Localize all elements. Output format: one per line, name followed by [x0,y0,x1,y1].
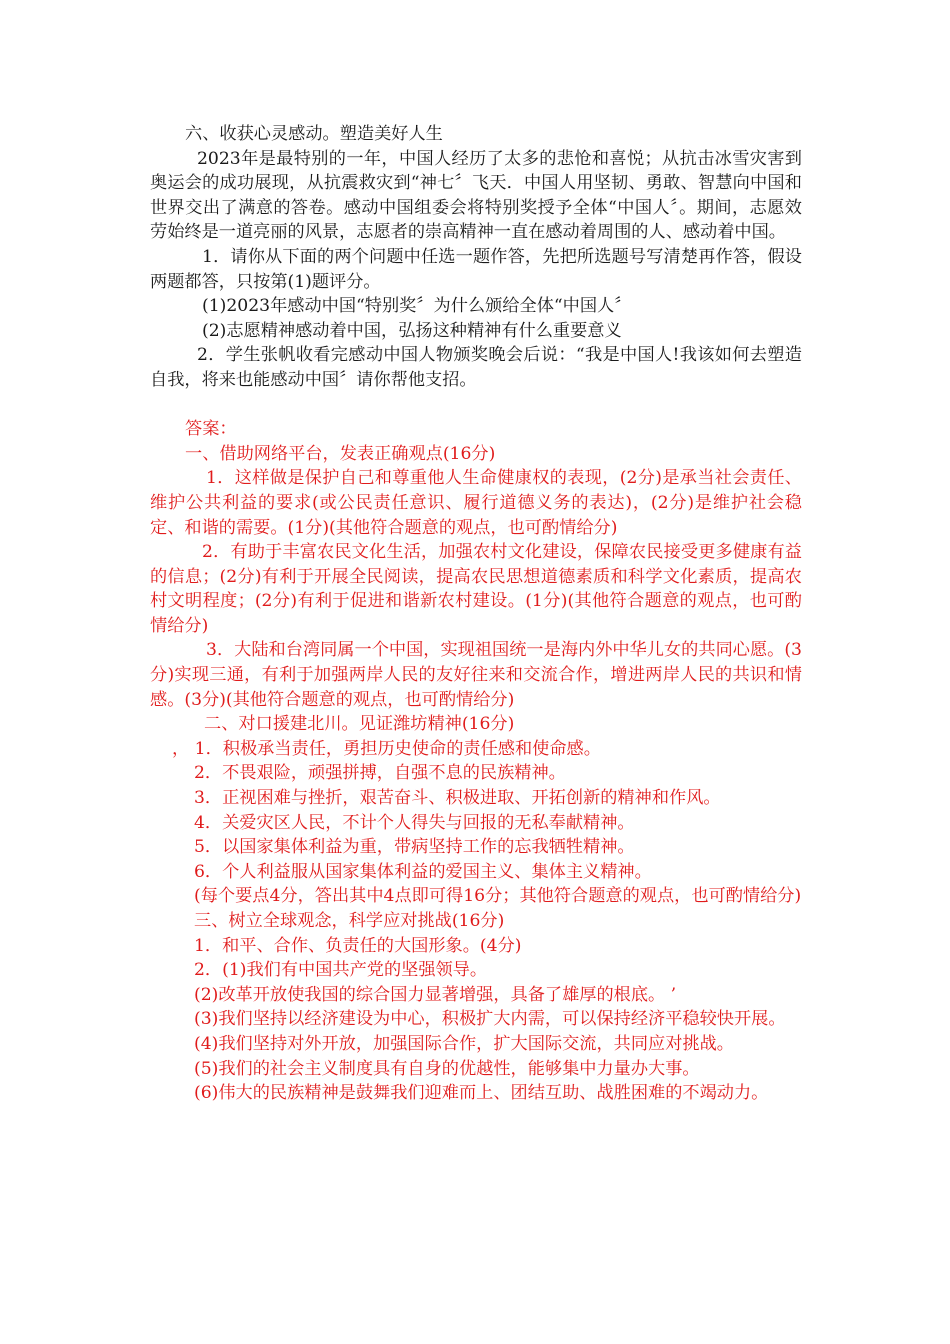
section-3-item: 1．和平、合作、负责任的大国形象。(4分) [194,935,522,956]
section-2-item: 2．不畏艰险，顽强拼搏，自强不息的民族精神。 [194,763,566,784]
question-intro: 2023年是最特别的一年，中国人经历了太多的悲怆和喜悦；从抗击冰雪灾害到奥运会的成功展现，从抗震救灾到“神七〞飞天．中国人用坚韧、勇敢、智慧向中国和世界交出了满意的答卷。感动中国组委会将特别奖授予全体“中国人〞。期间，志愿效劳始终是一道亮丽的风景，志愿者的崇高精神一直在感动着周围的人、感动着中国。 [150,148,802,243]
section-3-item: (2)改革开放使我国的综合国力显著增强，具备了雄厚的根底。 ’ [194,984,677,1005]
section-3-item: 2．(1)我们有中国共产党的坚强领导。 [194,960,488,981]
section-1-item: 3．大陆和台湾同属一个中国，实现祖国统一是海内外中华儿女的共同心愿。(3分)实现三通，有利于加强两岸人民的友好往来和交流合作，增进两岸人民的共识和情感。(3分)(其他符合题意的观点，也可酌情给分) [150,640,802,710]
section-2-note: (每个要点4分，答出其中4点即可得16分；其他符合题意的观点，也可酌情给分) [194,886,802,907]
section-3-item: (5)我们的社会主义制度具有自身的优越性，能够集中力量办大事。 [194,1058,700,1079]
section-3-item: (3)我们坚持以经济建设为中心，积极扩大内需，可以保持经济平稳较快开展。 [194,1009,786,1030]
section-2-item: 5．以国家集体利益为重，带病坚持工作的忘我牺牲精神。 [194,837,635,858]
section-3-heading: 三、树立全球观念，科学应对挑战(16分) [194,911,505,931]
answers-label: 答案： [185,419,237,440]
section-1-item: 1．这样做是保护自己和尊重他人生命健康权的表现，(2分)是承当社会责任、维护公共利益的要求(或公民责任意识、履行道德义务的表达)，(2分)是维护社会稳定、和谐的需要。(1分)(其他符合题意的观点，也可酌情给分) [150,468,802,538]
spacer [150,393,802,418]
section-2-item: ， 1．积极承当责任，勇担历史使命的责任感和使命感。 [172,738,601,759]
question-1-option-b: (2)志愿精神感动着中国，弘扬这种精神有什么重要意义 [202,320,622,341]
section-2-item: 3．正视困难与挫折，艰苦奋斗、积极进取、开拓创新的精神和作风。 [194,788,721,809]
question-1: 1．请你从下面的两个问题中任选一题作答，先把所选题号写清楚再作答，假设两题都答，只按第(1)题评分。 [150,246,802,292]
question-1-option-a: (1)2023年感动中国“特别奖〞为什么颁给全体“中国人〞 [202,296,632,317]
section-2-heading: 二、对口援建北川。见证潍坊精神(16分) [204,714,515,735]
question-heading: 六、收获心灵感动。塑造美好人生 [185,124,443,144]
section-1-heading: 一、借助网络平台，发表正确观点(16分) [185,443,496,464]
section-2-item: 6．个人利益服从国家集体利益的爱国主义、集体主义精神。 [194,861,652,882]
section-3-item: (6)伟大的民族精神是鼓舞我们迎难而上、团结互助、战胜困难的不竭动力。 [194,1083,769,1104]
document-page [150,122,802,1106]
section-3-item: (4)我们坚持对外开放，加强国际合作，扩大国际交流，共同应对挑战。 [194,1033,734,1054]
section-2-item: 4．关爱灾区人民，不计个人得失与回报的无私奉献精神。 [194,812,635,833]
section-1-item: 2．有助于丰富农民文化生活，加强农村文化建设，保障农民接受更多健康有益的信息；(2分)有利于开展全民阅读，提高农民思想道德素质和科学文化素质，提高农村文明程度；(2分)有利于促进和谐新农村建设。(1分)(其他符合题意的观点，也可酌情给分) [150,542,802,636]
question-2: 2．学生张帆收看完感动中国人物颁奖晚会后说：“我是中国人!我该如何去塑造自我，将来也能感动中国〞请你帮他支招。 [150,345,802,390]
